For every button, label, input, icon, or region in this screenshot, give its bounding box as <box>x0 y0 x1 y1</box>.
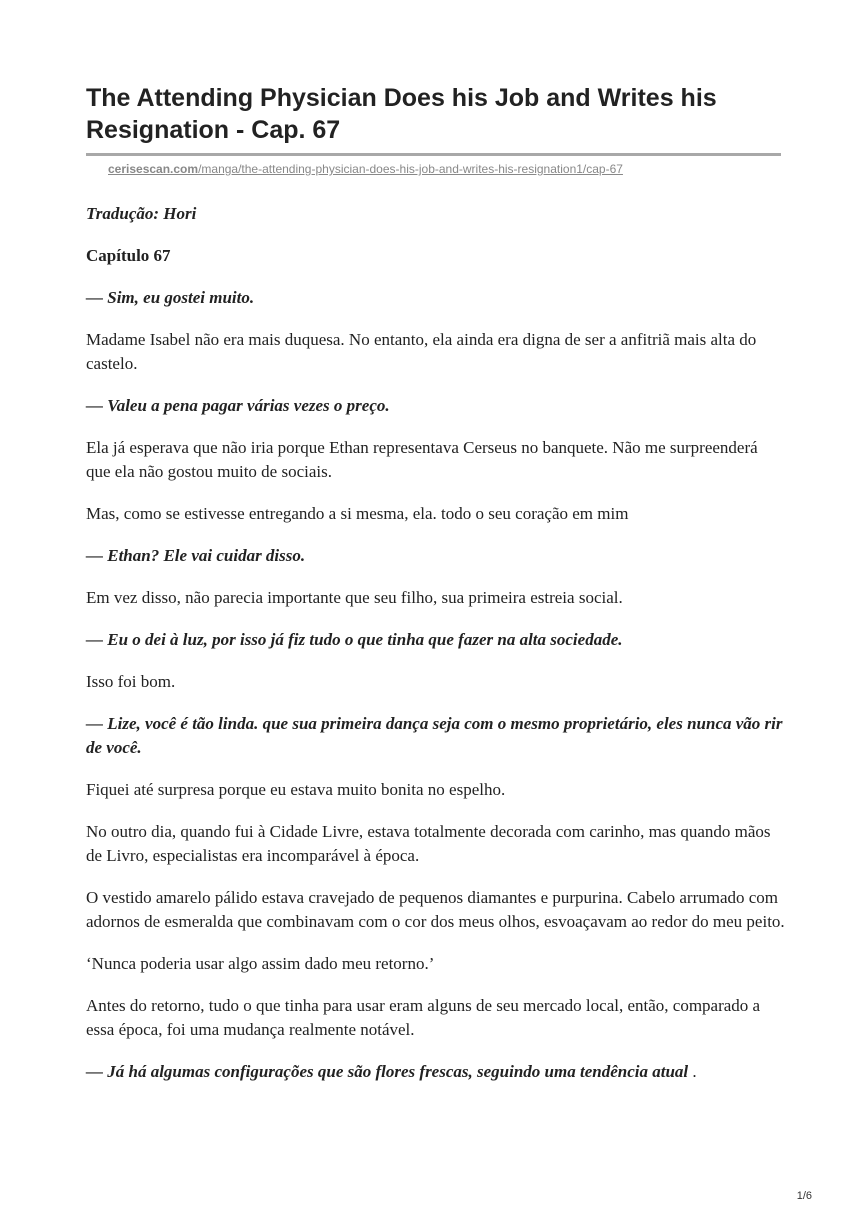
chapter-heading: Capítulo 67 <box>86 246 171 265</box>
narration-paragraph: Mas, como se estivesse entregando a si mesma, ela. todo o seu coração em mim <box>86 504 629 523</box>
narration-paragraph: Antes do retorno, tudo o que tinha para usar eram alguns de seu mercado local, então, comparado a essa época, foi uma mudança realmente notável. <box>86 996 761 1039</box>
narration-paragraph: No outro dia, quando fui à Cidade Livre, estava totalmente decorada com carinho, mas quando mãos de Livro, especialistas era incomparável à época. <box>86 822 771 865</box>
dialogue-line-suffix: . <box>688 1062 697 1081</box>
dialogue-line: — Valeu a pena pagar várias vezes o preço. <box>86 396 390 415</box>
page-title: The Attending Physician Does his Job and Writes his Resignation - Cap. 67 <box>86 84 717 144</box>
dialogue-line <box>86 1060 786 1084</box>
narration-paragraph: Isso foi bom. <box>86 672 176 691</box>
source-url-path[interactable]: /manga/the-attending-physician-does-his-job-and-writes-his-resignation1/cap-67 <box>198 162 623 176</box>
source-url[interactable] <box>108 161 788 177</box>
title-divider <box>86 153 781 156</box>
dialogue-line: — Eu o dei à luz, por isso já fiz tudo o que tinha que fazer na alta sociedade. <box>86 630 623 649</box>
dialogue-line: — Ethan? Ele vai cuidar disso. <box>86 546 306 565</box>
narration-paragraph: Ela já esperava que não iria porque Ethan representava Cerseus no banquete. Não me surpreenderá que ela não gostou muito de sociais. <box>86 438 758 481</box>
narration-paragraph: Fiquei até surpresa porque eu estava muito bonita no espelho. <box>86 780 506 799</box>
dialogue-line-text: — Já há algumas configurações que são flores frescas, seguindo uma tendência atual <box>86 1062 689 1081</box>
narration-paragraph: Em vez disso, não parecia importante que seu filho, sua primeira estreia social. <box>86 588 623 607</box>
translator-credit: Tradução: Hori <box>86 204 197 223</box>
page-number: 1/6 <box>796 1190 812 1202</box>
article-body <box>86 202 786 1102</box>
narration-paragraph: Madame Isabel não era mais duquesa. No entanto, ela ainda era digna de ser a anfitriã mais alta do castelo. <box>86 330 757 373</box>
dialogue-line: — Sim, eu gostei muito. <box>86 288 255 307</box>
dialogue-line: — Lize, você é tão linda. que sua primeira dança seja com o mesmo proprietário, eles nunca vão rir de você. <box>86 714 783 757</box>
source-url-domain[interactable]: cerisescan.com <box>108 162 199 176</box>
narration-paragraph: ‘Nunca poderia usar algo assim dado meu retorno.’ <box>86 954 435 973</box>
narration-paragraph: O vestido amarelo pálido estava cravejado de pequenos diamantes e purpurina. Cabelo arrumado com adornos de esmeralda que combinavam com o cor dos meus olhos, esvoaçavam ao redor do meu peito. <box>86 888 785 931</box>
